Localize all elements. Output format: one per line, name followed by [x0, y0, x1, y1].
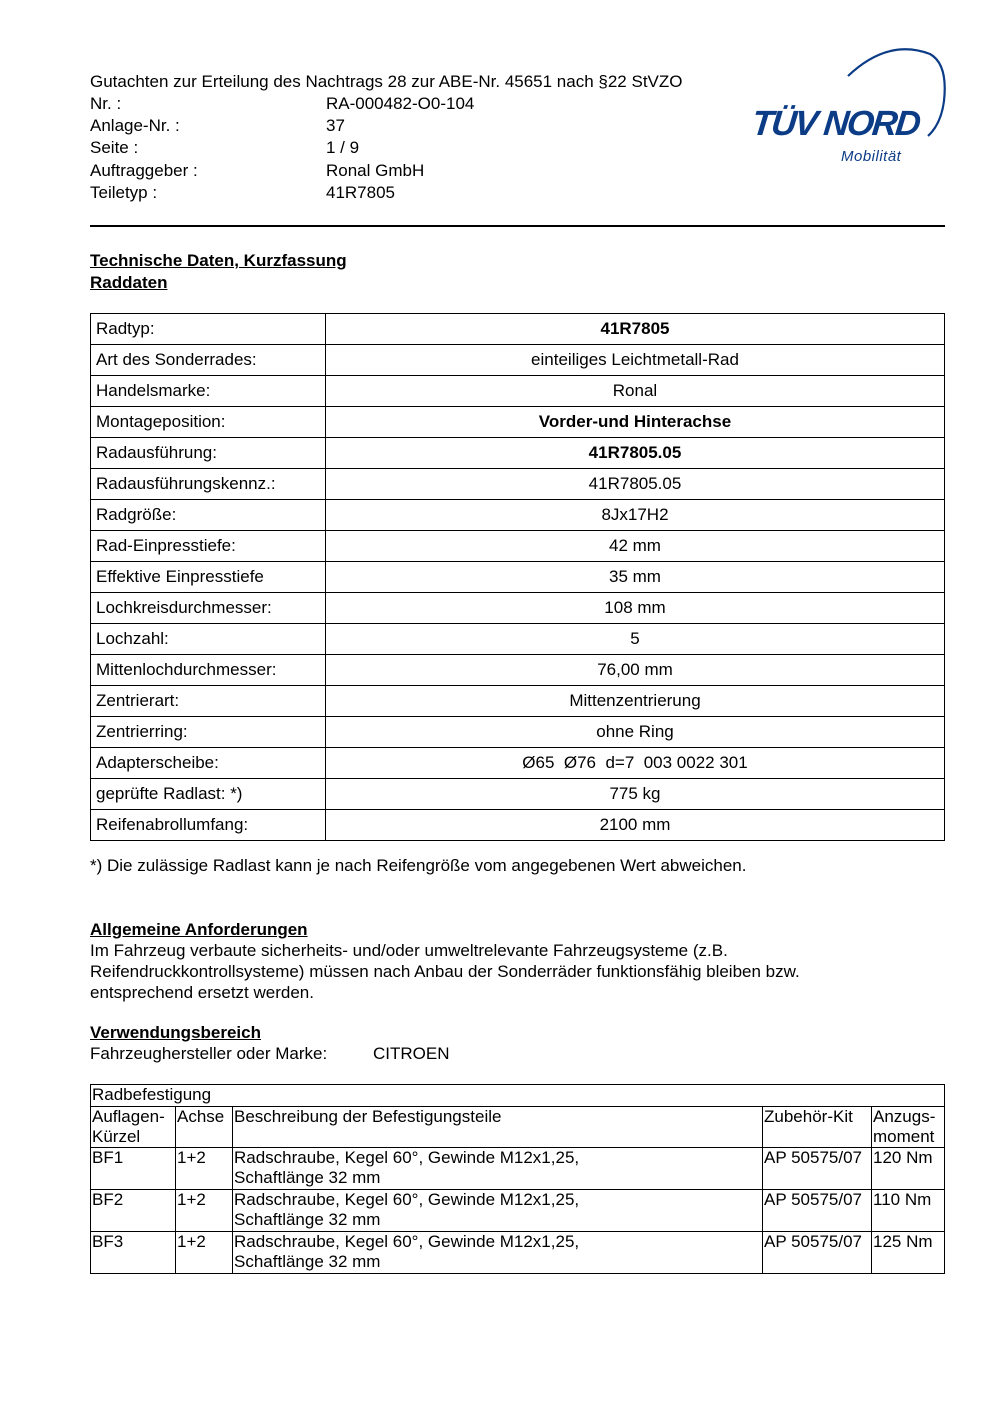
paragraph-line: entsprechend ersetzt werden. — [90, 983, 314, 1002]
table-key: Lochzahl: — [91, 624, 326, 655]
table-row — [91, 686, 945, 717]
cell-achse: 1+2 — [176, 1148, 233, 1190]
header-label: Nr. : — [90, 94, 122, 113]
table-header-row — [91, 1107, 945, 1148]
cell-beschreibung: Radschraube, Kegel 60°, Gewinde M12x1,25, Schaftlänge 32 mm — [233, 1148, 763, 1190]
header-value: 41R7805 — [326, 183, 396, 202]
table-row — [91, 655, 945, 686]
table-value: Vorder-und Hinterachse — [326, 407, 945, 438]
header-divider — [90, 225, 945, 227]
table-value: 2100 mm — [326, 810, 945, 841]
cell-kuerzel: BF2 — [91, 1190, 176, 1232]
column-header-achse: Achse — [176, 1107, 233, 1148]
table-row — [91, 810, 945, 841]
raddaten-table — [90, 313, 945, 841]
table-key: Mittenlochdurchmesser: — [91, 655, 326, 686]
table-key: Lochkreisdurchmesser: — [91, 593, 326, 624]
table-row — [91, 748, 945, 779]
header-value: Ronal GmbH — [326, 161, 425, 180]
table-row — [91, 717, 945, 748]
table-value: 35 mm — [326, 562, 945, 593]
paragraph-line: Im Fahrzeug verbaute sicherheits- und/oder umweltrelevante Fahrzeugsysteme (z.B. — [90, 941, 728, 960]
cell-moment: 125 Nm — [872, 1232, 945, 1274]
anforderungen-heading: Allgemeine Anforderungen — [90, 920, 308, 939]
table-value: 5 — [326, 624, 945, 655]
header-label: Teiletyp : — [90, 183, 158, 202]
cell-kit: AP 50575/07 — [763, 1232, 872, 1274]
logo-subtitle: Mobilität — [841, 148, 902, 165]
radbefestigung-table — [90, 1084, 945, 1274]
verwendung-heading: Verwendungsbereich — [90, 1023, 261, 1042]
table-key: Adapterscheibe: — [91, 748, 326, 779]
table-key: Handelsmarke: — [91, 376, 326, 407]
maker-line — [90, 1043, 450, 1064]
logo-word: TÜV NORD — [750, 104, 921, 143]
table-key: Reifenabrollumfang: — [91, 810, 326, 841]
table-value: einteiliges Leichtmetall-Rad — [326, 345, 945, 376]
header-value: 37 — [326, 116, 345, 135]
column-header-moment: Anzugs- moment — [872, 1107, 945, 1148]
table-value: 41R7805.05 — [326, 469, 945, 500]
header-value: 1 / 9 — [326, 138, 360, 157]
column-header-kit: Zubehör-Kit — [763, 1107, 872, 1148]
anforderungen-text — [90, 940, 950, 1003]
cell-kuerzel: BF1 — [91, 1148, 176, 1190]
table-row — [91, 624, 945, 655]
table-row — [91, 593, 945, 624]
table-key: Radgröße: — [91, 500, 326, 531]
table-value: ohne Ring — [326, 717, 945, 748]
table-row — [91, 1232, 945, 1274]
table-key: Zentrierring: — [91, 717, 326, 748]
table-row — [91, 469, 945, 500]
table-key: Art des Sonderrades: — [91, 345, 326, 376]
table-row — [91, 779, 945, 810]
table-value: 41R7805.05 — [326, 438, 945, 469]
cell-kit: AP 50575/07 — [763, 1148, 872, 1190]
maker-value: CITROEN — [373, 1044, 450, 1063]
table-row — [91, 314, 945, 345]
table-value: Ronal — [326, 376, 945, 407]
table-value: 76,00 mm — [326, 655, 945, 686]
paragraph-line: Reifendruckkontrollsysteme) müssen nach Anbau der Sonderräder funktionsfähig bleiben bzw. — [90, 962, 800, 981]
table-value: 41R7805 — [326, 314, 945, 345]
cell-moment: 110 Nm — [872, 1190, 945, 1232]
header-label: Seite : — [90, 138, 139, 157]
table-value: 8Jx17H2 — [326, 500, 945, 531]
table-row — [91, 345, 945, 376]
table-row — [91, 407, 945, 438]
table-key: geprüfte Radlast: *) — [91, 779, 326, 810]
table-row — [91, 1148, 945, 1190]
cell-kit: AP 50575/07 — [763, 1190, 872, 1232]
table-value: Ø65 Ø76 d=7 003 0022 301 — [326, 748, 945, 779]
table-value: 108 mm — [326, 593, 945, 624]
table-key: Radtyp: — [91, 314, 326, 345]
radlast-footnote: *) Die zulässige Radlast kann je nach Reifengröße vom angegebenen Wert abweichen. — [90, 856, 747, 875]
cell-achse: 1+2 — [176, 1232, 233, 1274]
section-subheading: Raddaten — [90, 273, 168, 292]
column-header-kuerzel: Auflagen- Kürzel — [91, 1107, 176, 1148]
table-row — [91, 376, 945, 407]
cell-kuerzel: BF3 — [91, 1232, 176, 1274]
header-value: RA-000482-O0-104 — [326, 94, 475, 113]
maker-label: Fahrzeughersteller oder Marke: — [90, 1044, 328, 1063]
header-label: Auftraggeber : — [90, 161, 198, 180]
cell-beschreibung: Radschraube, Kegel 60°, Gewinde M12x1,25, Schaftlänge 32 mm — [233, 1190, 763, 1232]
table-row — [91, 562, 945, 593]
column-header-beschreibung: Beschreibung der Befestigungsteile — [233, 1107, 763, 1148]
section-heading: Technische Daten, Kurzfassung — [90, 251, 347, 270]
cell-achse: 1+2 — [176, 1190, 233, 1232]
document-title: Gutachten zur Erteilung des Nachtrags 28 zur ABE-Nr. 45651 nach §22 StVZO — [90, 72, 683, 91]
table-row — [91, 531, 945, 562]
table-value: 42 mm — [326, 531, 945, 562]
table-value: Mittenzentrierung — [326, 686, 945, 717]
header-label: Anlage-Nr. : — [90, 116, 180, 135]
table-key: Radausführung: — [91, 438, 326, 469]
cell-beschreibung: Radschraube, Kegel 60°, Gewinde M12x1,25, Schaftlänge 32 mm — [233, 1232, 763, 1274]
table-key: Effektive Einpresstiefe — [91, 562, 326, 593]
table-row — [91, 1190, 945, 1232]
table-key: Rad-Einpresstiefe: — [91, 531, 326, 562]
table-row — [91, 500, 945, 531]
table-row — [91, 438, 945, 469]
cell-moment: 120 Nm — [872, 1148, 945, 1190]
table-key: Zentrierart: — [91, 686, 326, 717]
table-value: 775 kg — [326, 779, 945, 810]
tuv-nord-logo — [748, 46, 948, 170]
table-key: Montageposition: — [91, 407, 326, 438]
table-key: Radausführungskennz.: — [91, 469, 326, 500]
table-caption: Radbefestigung — [91, 1085, 945, 1107]
